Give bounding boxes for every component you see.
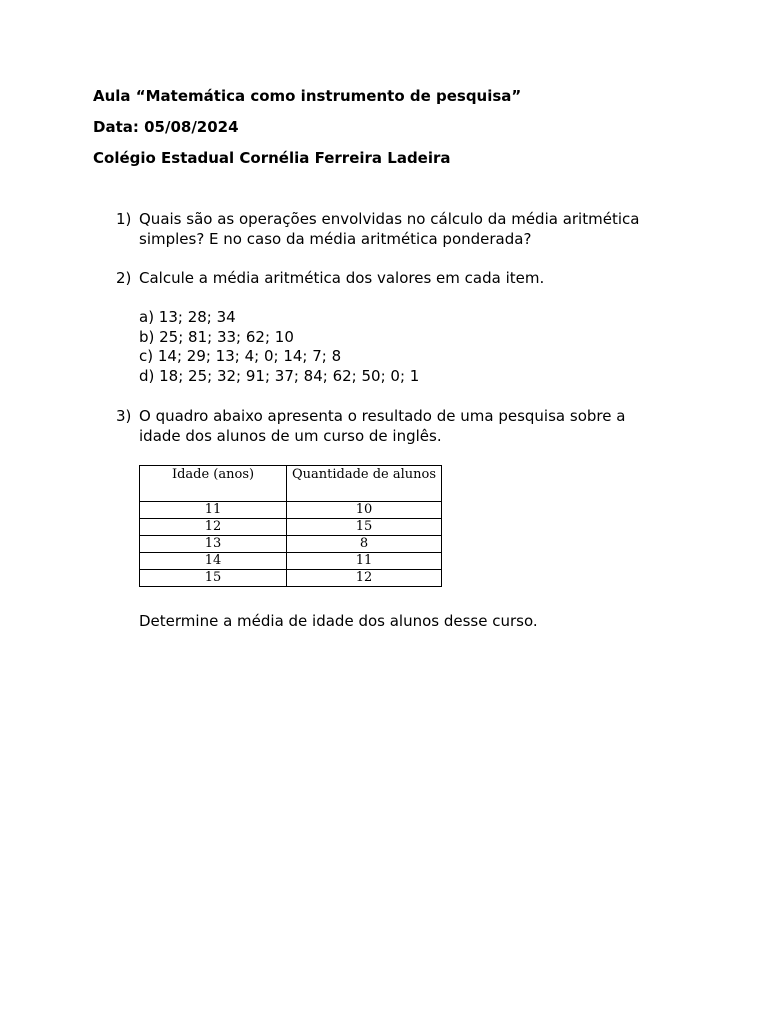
question-2-line-1: Calcule a média aritmética dos valores em cada item. xyxy=(139,269,545,287)
question-2-item-a: a) 13; 28; 34 xyxy=(139,308,236,326)
table-row xyxy=(140,502,442,519)
table-cell-age: 13 xyxy=(140,536,287,553)
question-3-number: 3) xyxy=(116,407,132,425)
table-row xyxy=(140,519,442,536)
question-1-line-2: simples? E no caso da média aritmética ponderada? xyxy=(139,230,532,248)
school-name: Colégio Estadual Cornélia Ferreira Ladeira xyxy=(93,149,451,167)
question-3-line-1: O quadro abaixo apresenta o resultado de uma pesquisa sobre a xyxy=(139,407,626,425)
table-cell-quantity: 10 xyxy=(287,502,442,519)
question-3-followup: Determine a média de idade dos alunos desse curso. xyxy=(139,612,538,630)
table-header-row xyxy=(140,466,442,502)
table-cell-quantity: 11 xyxy=(287,553,442,570)
table-cell-quantity: 8 xyxy=(287,536,442,553)
table-header-quantity: Quantidade de alunos xyxy=(287,466,442,502)
age-table xyxy=(139,465,442,587)
question-3-line-2: idade dos alunos de um curso de inglês. xyxy=(139,427,442,445)
table-row xyxy=(140,570,442,587)
question-1-line-1: Quais são as operações envolvidas no cálculo da média aritmética xyxy=(139,210,640,228)
table-cell-quantity: 15 xyxy=(287,519,442,536)
lesson-title: Aula “Matemática como instrumento de pesquisa” xyxy=(93,87,522,105)
table-cell-age: 14 xyxy=(140,553,287,570)
table-row xyxy=(140,553,442,570)
table-cell-age: 15 xyxy=(140,570,287,587)
question-2-item-c: c) 14; 29; 13; 4; 0; 14; 7; 8 xyxy=(139,347,342,365)
question-1-number: 1) xyxy=(116,210,132,228)
table-cell-quantity: 12 xyxy=(287,570,442,587)
table-cell-age: 11 xyxy=(140,502,287,519)
question-2-item-b: b) 25; 81; 33; 62; 10 xyxy=(139,328,294,346)
table-row xyxy=(140,536,442,553)
table-header-age: Idade (anos) xyxy=(140,466,287,502)
question-2-item-d: d) 18; 25; 32; 91; 37; 84; 62; 50; 0; 1 xyxy=(139,367,420,385)
question-2-number: 2) xyxy=(116,269,132,287)
table-cell-age: 12 xyxy=(140,519,287,536)
lesson-date: Data: 05/08/2024 xyxy=(93,118,239,136)
